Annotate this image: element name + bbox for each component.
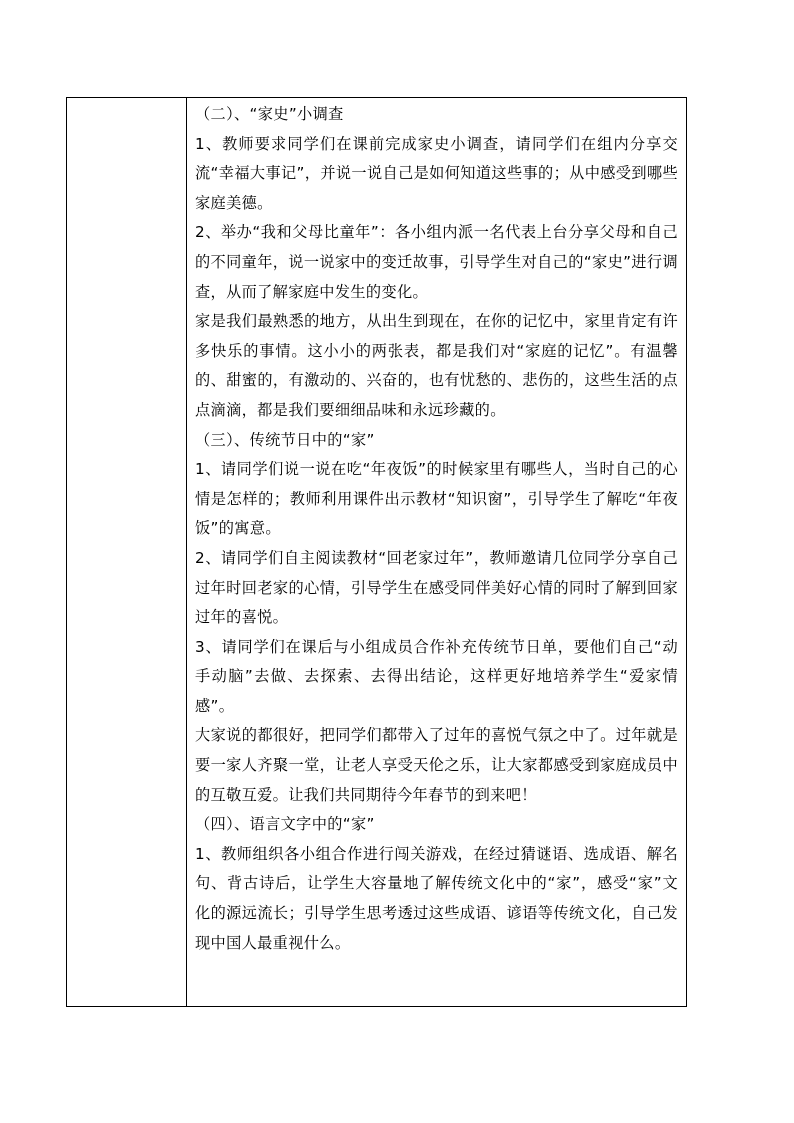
- paragraph: 1、教师要求同学们在课前完成家史小调查，请同学们在组内分享交流“幸福大事记”，并说一说自己是如何知道这些事的；从中感受到哪些家庭美德。: [195, 134, 678, 212]
- section-heading-traditional-festivals: （三）、传统节日中的“家”: [195, 430, 375, 449]
- paragraph: 1、教师组织各小组合作进行闯关游戏，在经过猜谜语、选成语、解名句、背古诗后，让学生大容量地了解传统文化中的“家”，感受“家”文化的源远流长；引导学生思考透过这些成语、谚语等传统文化，自己发现中国人最重视什么。: [195, 844, 678, 952]
- section-heading-family-history: （二）、“家史”小调查: [195, 105, 344, 123]
- paragraph: 家是我们最熟悉的地方，从出生到现在，在你的记忆中，家里肯定有许多快乐的事情。这小小的两张表，都是我们对“家庭的记忆”。有温馨的、甜蜜的，有激动的、兴奋的，也有忧愁的、悲伤的，这些生活的点点滴滴，都是我们要细细品味和永远珍藏的。: [195, 312, 678, 419]
- table-content-cell: [187, 98, 686, 1006]
- table-left-cell: [67, 98, 187, 1006]
- lesson-table: [66, 97, 687, 1007]
- paragraph: 3、请同学们在课后与小组成员合作补充传统节日单，要他们自己“动手动脑”去做、去探索、去得出结论，这样更好地培养学生“爱家情感”。: [195, 637, 678, 715]
- paragraph: 2、举办“我和父母比童年”：各小组内派一名代表上台分享父母和自己的不同童年，说一说家中的变迁故事，引导学生对自己的“家史”进行调查，从而了解家庭中发生的变化。: [195, 223, 678, 301]
- section-heading-language-characters: （四）、语言文字中的“家”: [195, 815, 375, 834]
- paragraph: 2、请同学们自主阅读教材“回老家过年”，教师邀请几位同学分享自己过年时回老家的心情，引导学生在感受同伴美好心情的同时了解到回家过年的喜悦。: [195, 548, 678, 627]
- paragraph: 1、请同学们说一说在吃“年夜饭”的时候家里有哪些人，当时自己的心情是怎样的；教师利用课件出示教材“知识窗”，引导学生了解吃“年夜饭”的寓意。: [195, 460, 678, 538]
- paragraph: 大家说的都很好，把同学们都带入了过年的喜悦气氛之中了。过年就是要一家人齐聚一堂，让老人享受天伦之乐，让大家都感受到家庭成员中的互敬互爱。让我们共同期待今年春节的到来吧！: [195, 726, 678, 804]
